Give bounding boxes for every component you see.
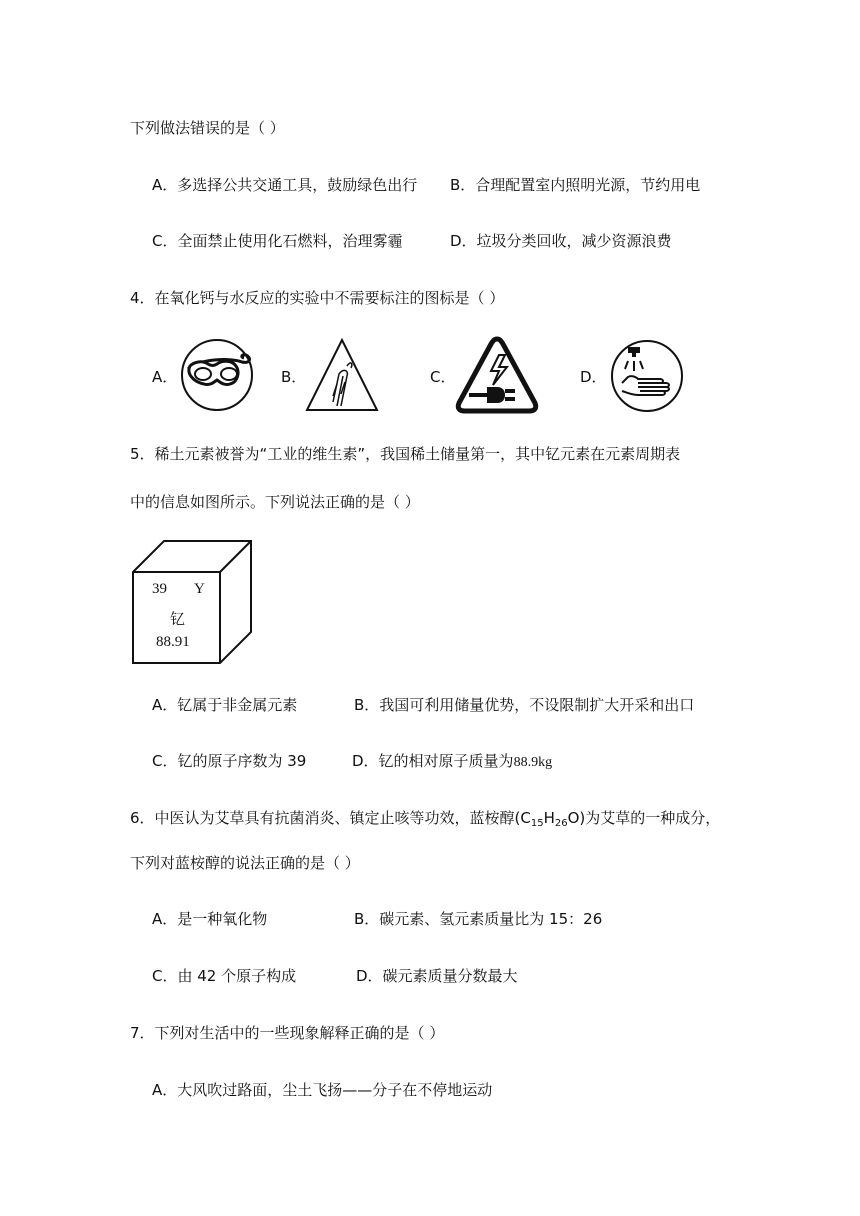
q5-stem-line1: 5．稀土元素被誉为“工业的维生素”，我国稀土储量第一，其中钇元素在元素周期表 [130, 445, 681, 463]
element-symbol: Y [194, 581, 205, 597]
element-atomic-number: 39 [152, 581, 167, 597]
q3-stem: 下列做法错误的是（ ） [130, 119, 285, 137]
q6-option-a: A．是一种氧化物 [152, 910, 268, 928]
q3-option-b: B．合理配置室内照明光源，节约用电 [450, 176, 701, 194]
q6-stem-part2: O)为艾草的一种成分， [567, 809, 721, 827]
q3-option-d: D．垃圾分类回收，减少资源浪费 [450, 232, 672, 250]
element-tile-yttrium [132, 540, 252, 664]
q4-label-c: C． [430, 368, 456, 386]
q4-label-b: B． [281, 368, 307, 386]
q5-option-b: B．我国可利用储量优势，不设限制扩大开采和出口 [354, 696, 695, 714]
q6-stem-part1: 6．中医认为艾草具有抗菌消炎、镇定止咳等功效，蓝桉醇(C [130, 809, 531, 827]
goggles-icon [180, 338, 254, 412]
q3-option-a: A．多选择公共交通工具，鼓励绿色出行 [152, 176, 418, 194]
element-tile-cube [132, 540, 252, 664]
q5-option-a: A．钇属于非金属元素 [152, 696, 298, 714]
q3-option-c: C．全面禁止使用化石燃料，治理雾霾 [152, 232, 403, 250]
q5-stem-line2: 中的信息如图所示。下列说法正确的是（ ） [130, 493, 420, 511]
q4-label-d: D． [580, 368, 607, 386]
element-atomic-mass: 88.91 [156, 634, 190, 650]
q6-option-b: B．碳元素、氢元素质量比为 15：26 [354, 910, 603, 928]
q7-option-a: A．大风吹过路面，尘土飞扬——分子在不停地运动 [152, 1081, 493, 1099]
q6-stem-line1 [130, 808, 720, 828]
hot-surface-warning-icon [303, 336, 381, 414]
q4-label-a: A． [152, 368, 178, 386]
q6-stem-line2: 下列对蓝桉醇的说法正确的是（ ） [130, 854, 360, 872]
q6-formula-sub2: 26 [554, 818, 568, 829]
q6-option-d: D．碳元素质量分数最大 [356, 967, 518, 985]
q5-option-c: C．钇的原子序数为 39 [152, 752, 307, 770]
electrical-hazard-plug-icon [455, 335, 539, 415]
q6-option-c: C．由 42 个原子构成 [152, 967, 297, 985]
q6-formula-h: H [543, 809, 555, 827]
q6-formula-sub1: 15 [530, 818, 544, 829]
hand-wash-icon [608, 339, 686, 413]
q4-stem: 4．在氧化钙与水反应的实验中不需要标注的图标是（ ） [130, 289, 505, 307]
element-name: 钇 [170, 612, 186, 628]
q5-option-d-text: D．钇的相对原子质量为 [352, 752, 514, 770]
q5-option-d [352, 751, 552, 773]
q7-stem: 7．下列对生活中的一些现象解释正确的是（ ） [130, 1024, 445, 1042]
q5-option-d-value: 88.9kg [513, 755, 553, 770]
